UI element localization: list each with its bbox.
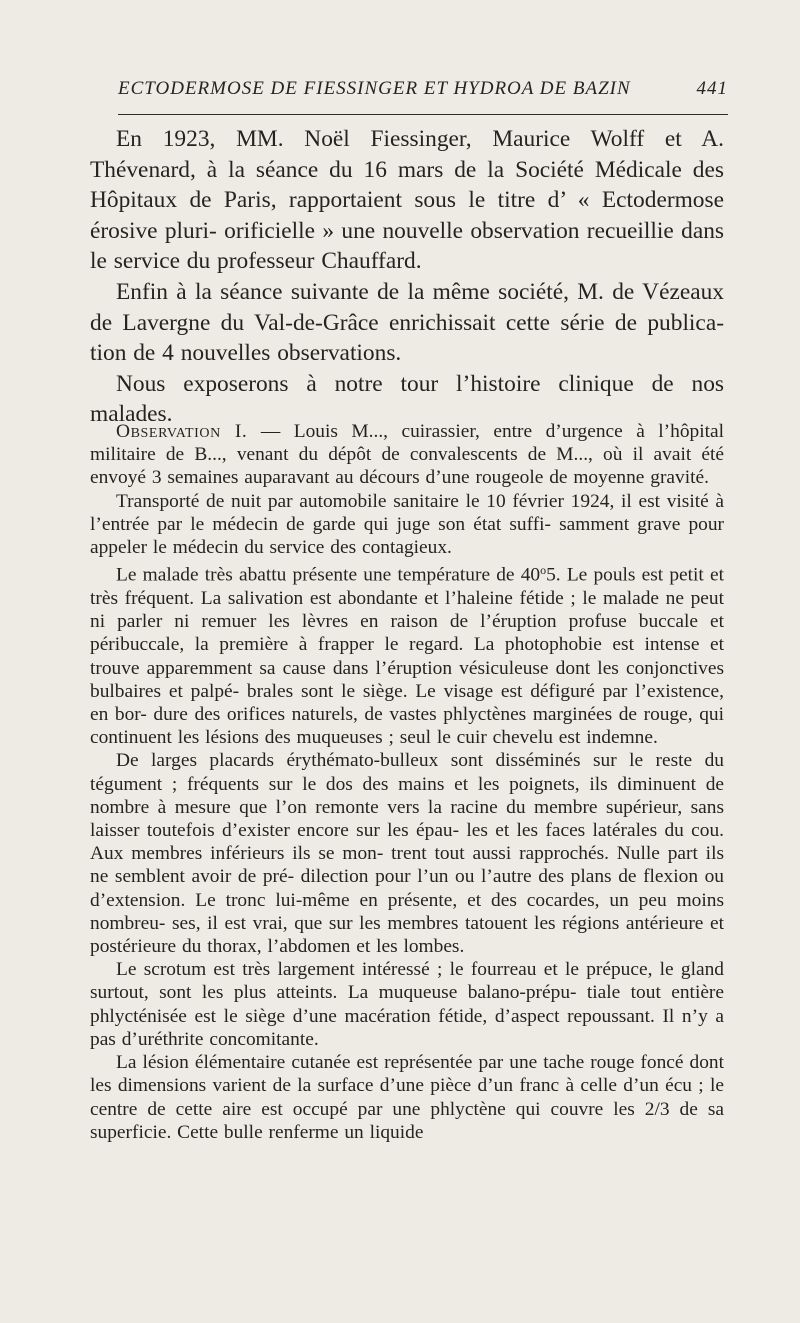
observation-paragraph-2: Transporté de nuit par automobile sanitaire le 10 février 1924, il est visité à l’entrée par le médecin de garde qui juge son état suffi- samment grave pour appeler le médecin du service des contagieux. — [90, 490, 724, 559]
observation-paragraph-6: La lésion élémentaire cutanée est représentée par une tache rouge foncé dont les dimensions varient de la surface d’une pièce d’un franc à celle d’un écu ; le centre de cette aire est occupé par une phlyctène qui couvre les 2/3 de sa superficie. Cette bulle renferme un liquide — [90, 1052, 724, 1143]
intro-paragraph-3: Nous exposerons à notre tour l’histoire clinique de nos malades. — [90, 370, 724, 428]
intro-paragraph-1: En 1923, MM. Noël Fiessinger, Maurice Wolff et A. Thévenard, à la séance du 16 mars de la Société Médicale des Hôpitaux de Paris, rapportaient sous le titre d’ « Ectodermose érosive pluri- orificielle » une nouvelle observation recueillie dans le service du professeur Chauffard. — [90, 126, 724, 275]
running-title: ECTODERMOSE DE FIESSINGER ET HYDROA DE BAZIN — [118, 78, 631, 99]
observation-section — [90, 420, 724, 1144]
degree-superscript: o — [540, 563, 547, 578]
running-header — [118, 78, 728, 100]
page-number: 441 — [696, 78, 728, 99]
temperature-text-rest: 5. Le pouls est petit et très fréquent. La salivation est abondante et l’haleine fétide ; le malade ne peut ni parler ni remuer les lèvres en raison de l’éruption profuse buccale et péribuccale, la première à frapper le regard. La photophobie est intense et trouve apparemment sa cause dans l’éruption vésiculeuse dont les conjonctives bulbaires et palpé- brales sont le siège. Le visage est défiguré par l’existence, en bor- dure des orifices naturels, de vastes phlyctènes marginées de rouge, qui continuent les lésions des muqueuses ; seul le cuir chevelu est indemne. — [90, 564, 724, 749]
observation-paragraph-4: De larges placards érythémato-bulleux sont disséminés sur le reste du tégument ; fréquents sur le dos des mains et les poignets, ils diminuent de nombre à mesure que l’on remonte vers la racine du membre supérieur, sans laisser toutefois d’exister encore sur les épau- les et les faces latérales du cou. Aux membres inférieurs ils se mon- trent tout aussi rapprochés. Nulle part ils ne semblent avoir de pré- dilection pour l’un ou l’autre des plans de flexion ou d’extension. Le tronc lui-même en présente, et des cocardes, un peu moins nombreu- ses, il est vrai, que sur les membres tatouent les régions antérieure et postérieure du thorax, l’abdomen et les lombes. — [90, 750, 724, 958]
observation-paragraph-3 — [90, 559, 724, 749]
intro-paragraph-2: Enfin à la séance suivante de la même société, M. de Vézeaux de Lavergne du Val-de-Grâce enrichissait cette série de publica- tion de 4 nouvelles observations. — [90, 278, 724, 367]
observation-label: Observation I. — [116, 421, 248, 442]
observation-paragraph-1 — [90, 420, 724, 490]
temperature-text-start: Le malade très abattu présente une température de 40 — [116, 564, 541, 586]
observation-paragraph-1-text: — Louis M..., cuirassier, entre d’urgence à l’hôpital militaire de B..., venant du dépôt de convalescents de M..., où il avait été envoyé 3 semaines auparavant au décours d’une rougeole de moyenne gravité. — [90, 421, 724, 489]
observation-paragraph-5: Le scrotum est très largement intéressé ; le fourreau et le prépuce, le gland surtout, sont les plus atteints. La muqueuse balano-prépu- tiale tout entière phlycténisée est le siège d’une macération fétide, d’aspect repoussant. Il n’y a pas d’uréthrite concomitante. — [90, 959, 724, 1050]
header-rule — [118, 114, 728, 115]
intro-section — [90, 124, 724, 430]
